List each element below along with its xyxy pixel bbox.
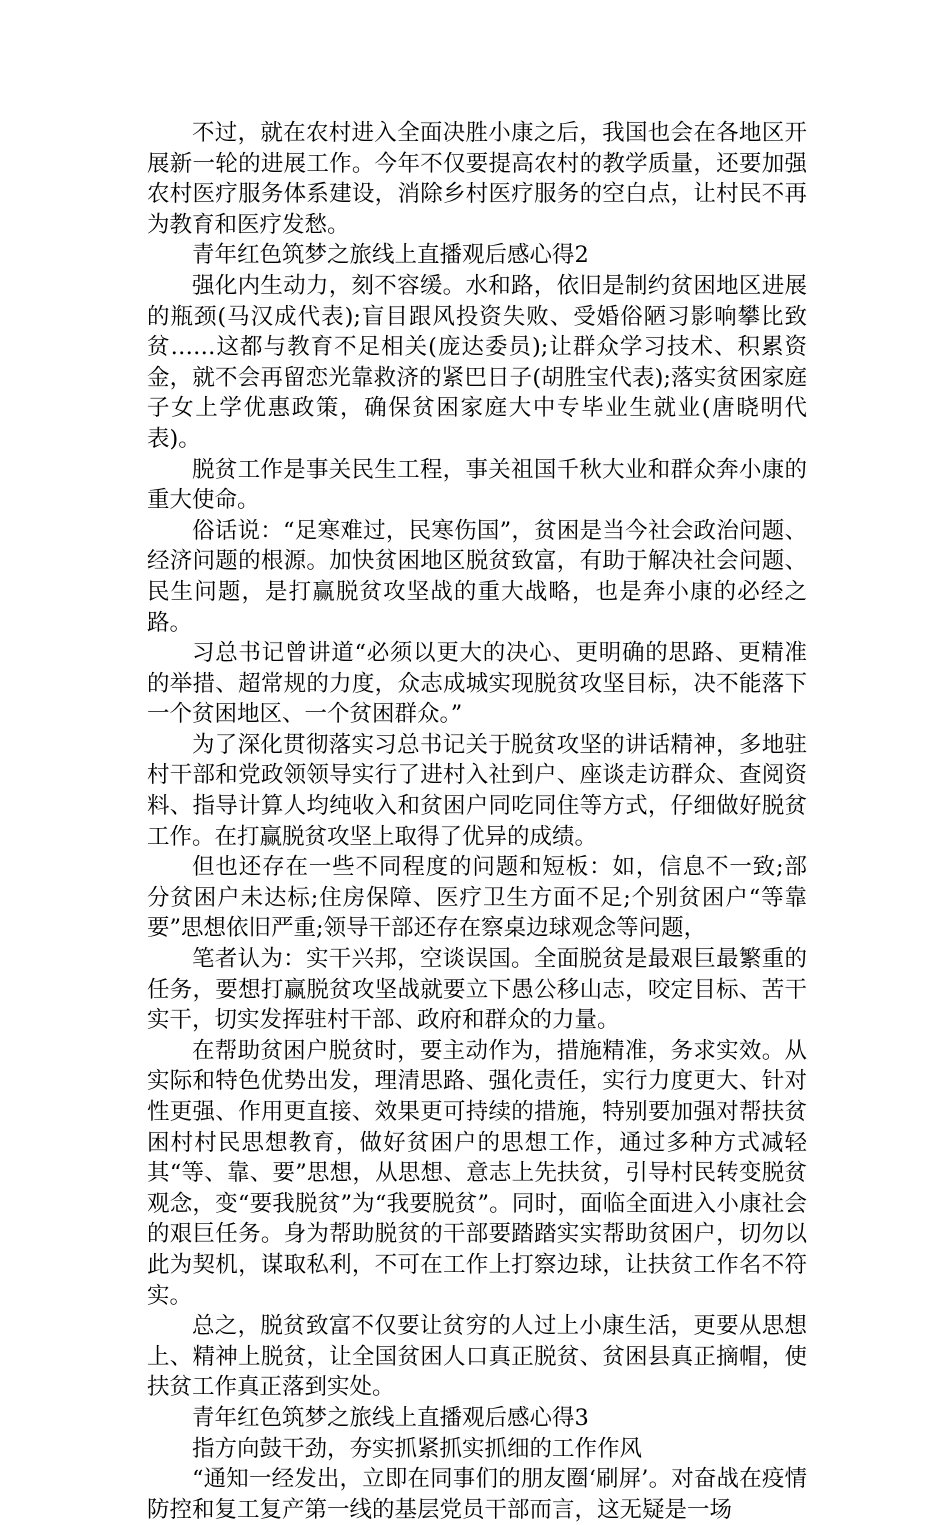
section-title: 青年红色筑梦之旅线上直播观后感心得3 xyxy=(192,1404,589,1431)
paragraph: 习总书记曾讲道“必须以更大的决心、更明确的思路、更精准的举措、超常规的力度，众志成城实现脱贫攻坚目标，决不能落下一个贫困地区、一个贫困群众。” xyxy=(147,640,807,728)
paragraph: 笔者认为：实干兴邦，空谈误国。全面脱贫是最艰巨最繁重的任务，要想打赢脱贫攻坚战就要立下愚公移山志，咬定目标、苦干实干，切实发挥驻村干部、政府和群众的力量。 xyxy=(147,946,807,1034)
paragraph: 在帮助贫困户脱贫时，要主动作为，措施精准，务求实效。从实际和特色优势出发，理清思路、强化责任，实行力度更大、针对性更强、作用更直接、效果更可持续的措施，特别要加强对帮扶贫困村村民思想教育，做好贫困户的思想工作，通过多种方式减轻其“等、靠、要”思想，从思想、意志上先扶贫，引导村民转变脱贫观念，变“要我脱贫”为“我要脱贫”。同时，面临全面进入小康社会的艰巨任务。身为帮助脱贫的干部要踏踏实实帮助贫困户，切勿以此为契机，谋取私利，不可在工作上打察边球，让扶贫工作名不符实。 xyxy=(147,1037,807,1309)
subheading: 指方向鼓干劲，夯实抓紧抓实抓细的工作作风 xyxy=(192,1435,643,1462)
paragraph: 不过，就在农村进入全面决胜小康之后，我国也会在各地区开展新一轮的进展工作。今年不仅要提高农村的教学质量，还要加强农村医疗服务体系建设，消除乡村医疗服务的空白点，让村民不再为教育和医疗发愁。 xyxy=(147,120,807,238)
document-body xyxy=(147,118,807,1525)
paragraph: 脱贫工作是事关民生工程，事关祖国千秋大业和群众奔小康的重大使命。 xyxy=(147,456,807,514)
paragraph: 总之，脱贫致富不仅要让贫穷的人过上小康生活，更要从思想上、精神上脱贫，让全国贫困人口真正脱贫、贫困县真正摘帽，使扶贫工作真正落到实处。 xyxy=(147,1313,807,1401)
paragraph: “通知一经发出，立即在同事们的朋友圈‘刷屏’。对奋战在疫情防控和复工复产第一线的基层党员干部而言，这无疑是一场 xyxy=(147,1466,807,1523)
paragraph: 俗话说：“足寒难过，民寒伤国”，贫困是当今社会政治问题、经济问题的根源。加快贫困地区脱贫致富，有助于解决社会问题、民生问题，是打赢脱贫攻坚战的重大战略，也是奔小康的必经之路。 xyxy=(147,517,807,636)
paragraph: 强化内生动力，刻不容缓。水和路，依旧是制约贫困地区进展的瓶颈(马汉成代表);盲目跟风投资失败、受婚俗陋习影响攀比致贫……这都与教育不足相关(庞达委员);让群众学习技术、积累资金，就不会再留恋光靠救济的紧巴日子(胡胜宝代表);落实贫困家庭子女上学优惠政策，确保贫困家庭大中专毕业生就业(唐晓明代表)。 xyxy=(147,272,807,452)
section-title: 青年红色筑梦之旅线上直播观后感心得2 xyxy=(192,242,589,269)
paragraph: 但也还存在一些不同程度的问题和短板：如，信息不一致;部分贫困户未达标;住房保障、医疗卫生方面不足;个别贫困户“等靠要”思想依旧严重;领导干部还存在察桌边球观念等问题， xyxy=(147,854,807,942)
paragraph: 为了深化贯彻落实习总书记关于脱贫攻坚的讲话精神，多地驻村干部和党政领领导实行了进村入社到户、座谈走访群众、查阅资料、指导计算人均纯收入和贫困户同吃同住等方式，仔细做好脱贫工作。在打赢脱贫攻坚上取得了优异的成绩。 xyxy=(147,731,807,850)
